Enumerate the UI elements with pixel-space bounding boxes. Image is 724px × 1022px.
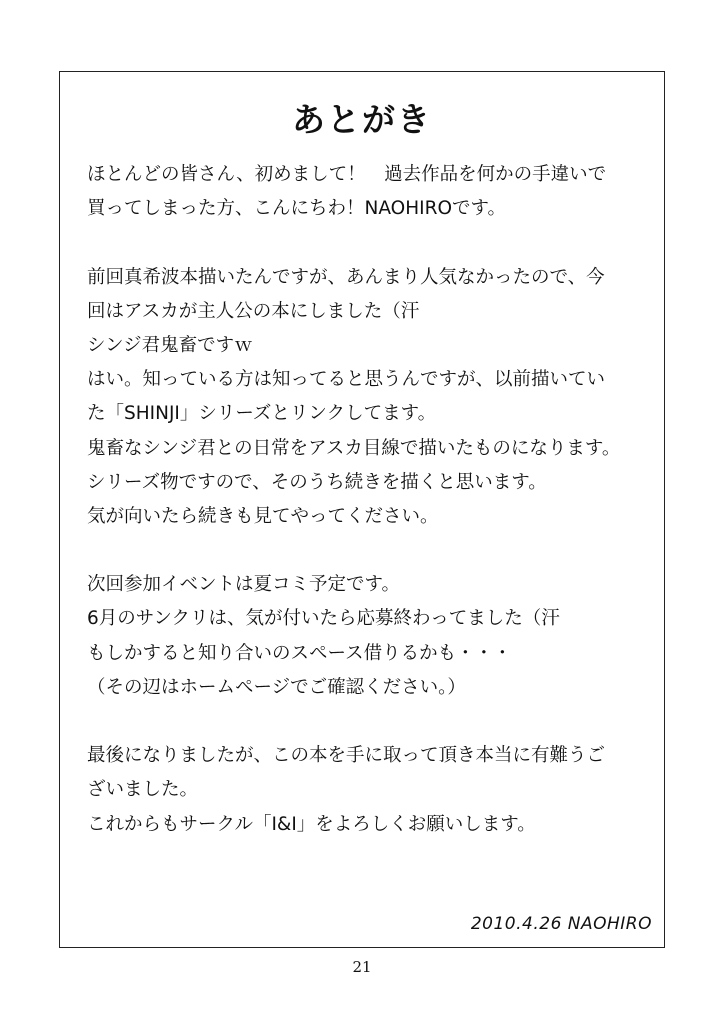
paragraph-gap: [87, 226, 657, 260]
text-line: ほとんどの皆さん、初めまして！ 過去作品を何かの手違いで: [87, 164, 607, 185]
afterword-body: [87, 158, 657, 842]
text-line: これからもサークル「I&I」をよろしくお願いします。: [87, 813, 536, 835]
text-line: もしかすると知り合いのスペース借りるかも・・・: [87, 642, 512, 664]
text-line: （その辺はホームページでご確認ください。）: [87, 676, 466, 698]
paragraph-gap: [87, 534, 657, 568]
date-signature: 2010.4.26 NAOHIRO: [470, 914, 652, 934]
text-line: シリーズ物ですので、そのうち続きを描くと思います。: [87, 471, 547, 493]
page-title: あとがき: [292, 100, 432, 139]
page-number: 21: [352, 958, 372, 976]
text-line: 最後になりましたが、この本を手に取って頂き本当に有難うご: [87, 745, 606, 767]
text-line: 気が向いたら続きも見てやってください。: [87, 505, 439, 527]
text-line: 次回参加イベントは夏コミ予定です。: [87, 574, 401, 596]
text-line: 回はアスカが主人公の本にしました（汗: [87, 300, 420, 322]
afterword-frame: [59, 71, 665, 948]
text-line: 買ってしまった方、こんにちわ！NAOHIROです。: [87, 198, 507, 220]
text-line: 鬼畜なシンジ君との日常をアスカ目線で描いたものになります。: [87, 437, 621, 459]
paragraph-gap: [87, 705, 657, 739]
text-line: ざいました。: [87, 779, 199, 801]
text-line: はい。知っている方は知ってると思うんですが、以前描いてい: [87, 369, 606, 391]
text-line: シンジ君鬼畜ですｗ: [87, 334, 253, 356]
text-line: 前回真希波本描いたんですが、あんまり人気なかったので、今: [87, 266, 605, 288]
text-line: た「SHINJI」シリーズとリンクしてます。: [87, 403, 437, 425]
text-line: 6月のサンクリは、気が付いたら応募終わってました（汗: [87, 608, 560, 630]
